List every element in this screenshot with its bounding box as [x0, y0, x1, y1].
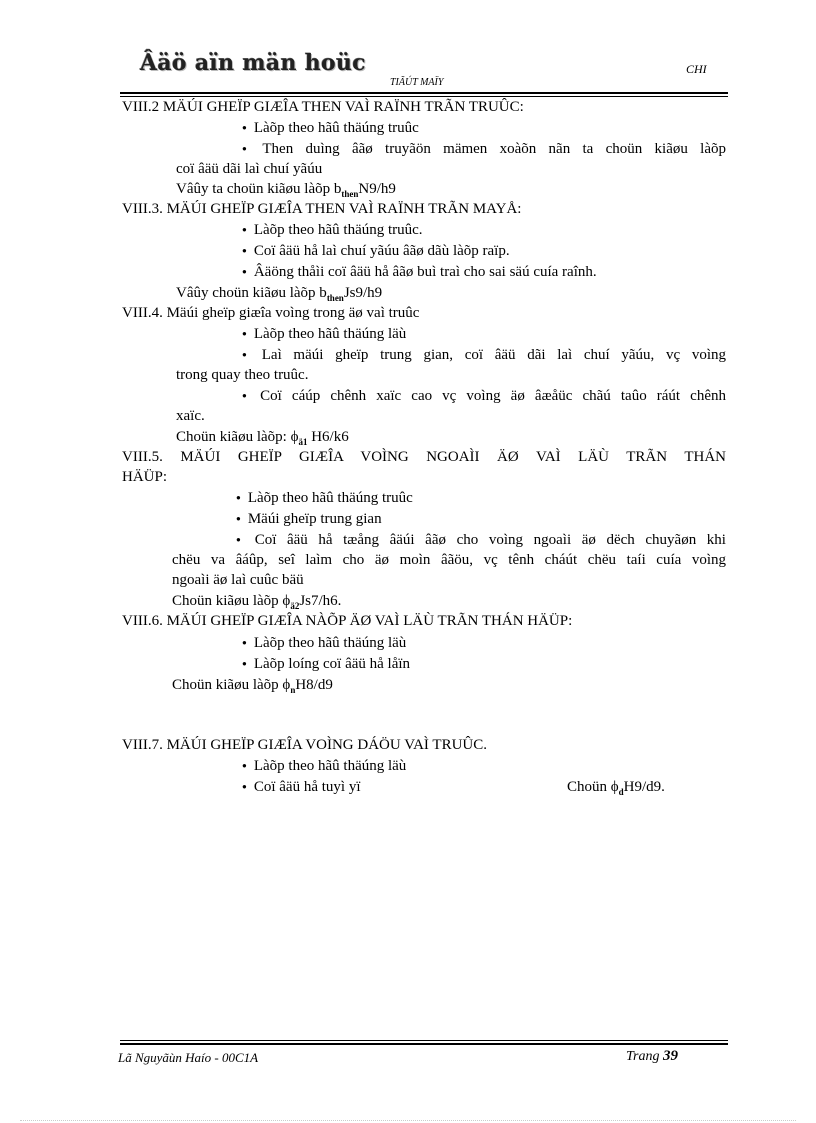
bullet-viii-2-2: ● Then duìng âãø truyãön mämen xoàõn nãn ta choün kiãøu làõp: [242, 139, 726, 161]
choice-viii-7: Choün $\phi_dH9/d9$.: [567, 779, 665, 797]
header-right-text: CHI: [686, 62, 707, 76]
bullet-viii-5-3: ● Coï âäü hå tæång âäúi âãø cho voìng ngoaìi äø dëch chuyãøn khi: [236, 530, 726, 552]
choice-viii-4: Choün kiãøu làõp: $\phi_{ä1}$ H6/k6: [176, 429, 349, 447]
bullet-viii-5-3-cont: chëu va âáûp, seî laìm cho äø moìn âãöu, vç tênh cháút chëu taíi cuía voìng: [172, 552, 726, 568]
header-rule-thick: [120, 92, 728, 94]
choice-viii-3: Vâûy choün kiãøu làõp $b_{then}Js9/h9$: [176, 285, 383, 303]
header-subtitle: TIÃÚT MAÏY: [390, 77, 444, 88]
footer-page: Trang 39: [626, 1048, 678, 1064]
choice-viii-6: Choün kiãøu làõp $\phi_nH8/d9$: [172, 677, 333, 695]
heading-viii-3: VIII.3. MÄÚI GHEÏP GIÆÎA THEN VAÌ RAÏNH TRÃN MAYÅ:: [122, 201, 522, 217]
heading-viii-2: VIII.2 MÄÚI GHEÏP GIÆÎA THEN VAÌ RAÏNH TRÃN TRUÛC:: [122, 99, 524, 115]
bullet-viii-2-2-cont: coï âäü dãi laì chuí yãúu: [176, 161, 323, 177]
bullet-viii-6-1: ● Làõp theo hãû thäúng läù: [242, 633, 406, 655]
footer-rule-thick: [120, 1043, 728, 1045]
footer-rule-thin: [120, 1040, 728, 1041]
bullet-viii-6-2: ● Làõp loíng coï âäü hå låïn: [242, 654, 410, 676]
bullet-viii-3-3: ● Âäöng thåìi coï âäü hå âãø buì traì cho sai säú cuía raînh.: [242, 262, 597, 284]
bullet-viii-4-3-cont: xaïc.: [176, 408, 205, 424]
choice-viii-5: Choün kiãøu làõp $\phi_{ä2}Js7/h6$.: [172, 593, 342, 611]
bullet-viii-7-1: ● Làõp theo hãû thäúng läù: [242, 756, 406, 778]
bullet-viii-4-1: ● Làõp theo hãû thäúng läù: [242, 324, 406, 346]
heading-viii-6: VIII.6. MÄÚI GHEÏP GIÆÎA NÀÕP ÄØ VAÌ LÄÙ TRÃN THÁN HÄÜP:: [122, 613, 573, 629]
bullet-viii-4-2: ● Laì mäúi gheïp trung gian, coï âäü dãi laì chuí yãúu, vç voìng: [242, 345, 726, 367]
bullet-viii-7-2: ● Coï âäü hå tuyì yï: [242, 777, 361, 799]
bullet-viii-3-1: ● Làõp theo hãû thäúng truûc.: [242, 220, 423, 242]
bullet-viii-5-3-cont2: ngoaìi äø laì cuûc bäü: [172, 572, 304, 588]
bullet-viii-4-3: ● Coï cáúp chênh xaïc cao vç voìng äø âæåüc chãú taûo ráút chênh: [242, 386, 726, 408]
choice-viii-2: Vâûy ta choün kiãøu làõp $b_{then}N9/h9$: [176, 181, 396, 199]
bullet-viii-2-1: ● Làõp theo hãû thäúng truûc: [242, 118, 419, 140]
page-bottom-dotted-line: [20, 1120, 796, 1121]
bullet-viii-4-2-cont: trong quay theo truûc.: [176, 367, 309, 383]
heading-viii-5: VIII.5. MÄÚI GHEÏP GIÆÎA VOÌNG NGOAÌI ÄØ VAÌ LÄÙ TRÃN THÁN: [122, 449, 726, 465]
footer-author: Lã Nguyãùn Haío - 00C1A: [118, 1050, 259, 1065]
heading-viii-5-cont: HÄÜP:: [122, 469, 168, 485]
bullet-viii-5-2: ● Mäúi gheïp trung gian: [236, 509, 382, 531]
page-number: 39: [662, 1048, 678, 1064]
heading-viii-4: VIII.4. Mäúi gheïp giæîa voìng trong äø vaì truûc: [122, 305, 420, 321]
bullet-viii-5-1: ● Làõp theo hãû thäúng truûc: [236, 488, 413, 510]
bullet-viii-3-2: ● Coï âäü hå laì chuí yãúu âãø dãù làõp raïp.: [242, 241, 510, 263]
heading-viii-7: VIII.7. MÄÚI GHEÏP GIÆÎA VOÌNG DÁÖU VAÌ TRUÛC.: [122, 737, 487, 753]
document-title: Âäö aïn män hoüc: [140, 50, 366, 76]
